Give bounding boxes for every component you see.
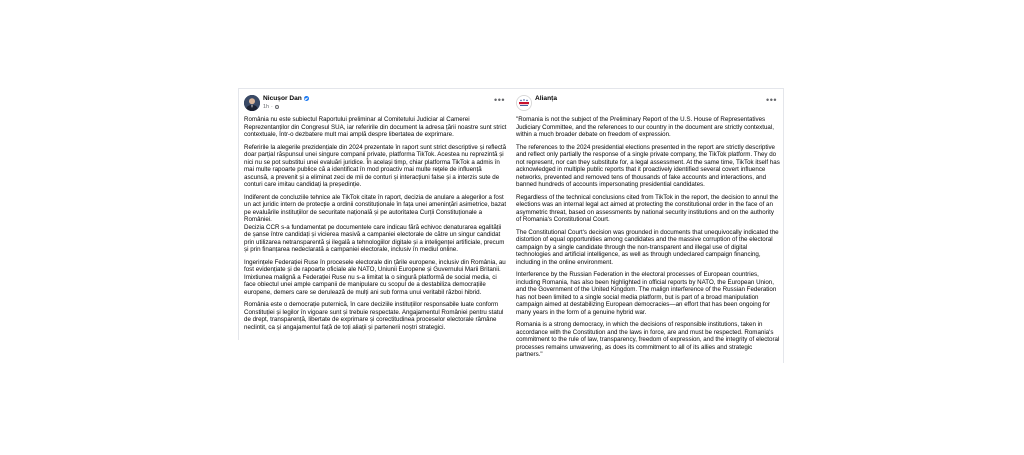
post-paragraph: Indiferent de concluziile tehnice ale TikTok citate în raport, decizia de anulare a alegerilor a fost un act juridic intern de protecție a ordinii constituționale în fața unei amenințări asimetrice, bazat pe evaluările instituțiilor de securitate națională și pe autoritatea Curții Constituționale a României. xyxy=(244,193,507,223)
post-paragraph: Interference by the Russian Federation in the electoral processes of European countries, including Romania, has also been highlighted in official reports by NATO, the European Union, and the Government of the United Kingdom. The malign interference of the Russian Federation has not been limited to a single social media platform, but is part of a broad manipulation campaign aimed at destabilizing European democracies—an effort that has been ongoing for many years in the form of a genuine hybrid war. xyxy=(516,271,777,316)
meta-separator: · xyxy=(271,104,273,110)
post-paragraph: Referirile la alegerile prezidențiale din 2024 prezentate în raport sunt strict descriptive și reflectă doar parțial răspunsul unei singure companii private, platforma TikTok. Acestea nu reprezintă și nici nu se pot substitui unei evaluări juridice. În același timp, chiar platforma TikTok a admis în mai multe rapoarte publice că a identificat în mod proactiv mai multe rețele de influență ascunsă, a prevenit și a eliminat zeci de mii de conturi și interacțiuni false și a interzis sute de conturi care imitau candidați la președinție. xyxy=(244,143,507,188)
post-card-nicusor-dan xyxy=(238,88,511,340)
author-name[interactable] xyxy=(535,95,557,102)
post-paragraph: Regardless of the technical conclusions cited from TikTok in the report, the decision to annul the elections was an internal legal act aimed at protecting the constitutional order in the face of an asymmetric threat, based on assessments by national security institutions and on the authority of Romania's Constitutional Court. xyxy=(516,193,779,223)
post-paragraph: Decizia CCR s-a fundamentat pe documentele care indicau fără echivoc denaturarea egalității de șanse între candidați și vicierea masivă a campaniei electorale de către un singur candidat prin utilizarea netransparentă și ilegală a tehnologiilor digitale și a inteligenței artificiale, precum și prin finanțarea nedeclarată a campaniei electorale, inclusiv în mediul online. xyxy=(244,223,505,253)
post-paragraph: Romania is a strong democracy, in which the decisions of responsible institutions, taken in accordance with the Constitution and the laws in force, are and must be respected. Romania's commitment to the rule of law, transparency, freedom of expression, and the integrity of electoral processes remains unwavering, as does its commitment to all of its allies and strategic partners." xyxy=(516,321,780,358)
more-options-icon[interactable]: ••• xyxy=(494,95,505,105)
post-paragraph: The Constitutional Court's decision was grounded in documents that unequivocally indicated the distortion of equal opportunities among candidates and the massive corruption of the electoral campaign by a single candidate through the non-transparent and illegal use of digital technologies and artificial intelligence, as well as through undeclared campaign financing, including in the online environment. xyxy=(516,228,779,266)
post-time[interactable]: 1h xyxy=(263,104,269,110)
author-name[interactable] xyxy=(263,95,309,102)
post-paragraph: România este o democrație puternică, în care deciziile instituțiilor responsabile luate conform Constituției și legilor în vigoare sunt și trebuie respectate. Angajamentul României pentru statul de drept, transparență, libertate de exprimare și corectitudinea proceselor electorale rămâne neclintit, ca și angajamentul față de toți aliații și partenerii noștri strategici. xyxy=(244,301,504,331)
avatar[interactable] xyxy=(516,95,532,111)
author-name-text[interactable]: Nicușor Dan xyxy=(263,95,302,102)
avatar[interactable] xyxy=(244,95,260,111)
post-text xyxy=(516,116,780,364)
author-name-text[interactable]: Alianța xyxy=(535,95,557,102)
post-paragraph: România nu este subiectul Raportului preliminar al Comitetului Judiciar al Camerei Reprezentanților din Congresul SUA, iar referirile din document la adresa țării noastre sunt strict contextuale, într-o dezbatere mult mai amplă despre libertatea de exprimare. xyxy=(244,116,507,138)
verified-badge-icon xyxy=(304,96,309,101)
post-card-alianta xyxy=(511,88,784,363)
post-paragraph: Ingerințele Federației Ruse în procesele electorale din țările europene, inclusiv din România, au fost evidențiate și de rapoarte oficiale ale NATO, Uniunii Europene și Guvernului Marii Britanii. Imixtiunea malignă a Federației Ruse nu s-a limitat la o singură platformă de social media, ci face obiectul unei ample campanii de manipulare cu scopul de a destabiliza democrațiile europene, demers care se derulează de mulți ani sub forma unui veritabil război hibrid. xyxy=(244,258,506,296)
post-header xyxy=(516,95,777,113)
post-meta xyxy=(263,104,279,110)
profile-photo-icon xyxy=(244,95,260,111)
globe-icon xyxy=(275,105,279,109)
party-logo-icon xyxy=(517,96,531,110)
post-text xyxy=(244,116,508,336)
post-paragraph: "Romania is not the subject of the Preliminary Report of the U.S. House of Representatives Judiciary Committee, and the references to our country in the document are strictly contextual, within a much broader debate on freedom of expression. xyxy=(516,116,774,138)
post-header xyxy=(244,95,505,113)
more-options-icon[interactable]: ••• xyxy=(766,95,777,105)
post-paragraph: The references to the 2024 presidential elections presented in the report are strictly descriptive and reflect only partially the response of a single private company, the TikTok platform. They do not represent, nor can they substitute for, a legal assessment. At the same time, TikTok itself has acknowledged in multiple public reports that it proactively identified several covert influence networks, prevented and removed tens of thousands of fake accounts and interactions, and banned hundreds of accounts impersonating presidential candidates. xyxy=(516,143,780,188)
